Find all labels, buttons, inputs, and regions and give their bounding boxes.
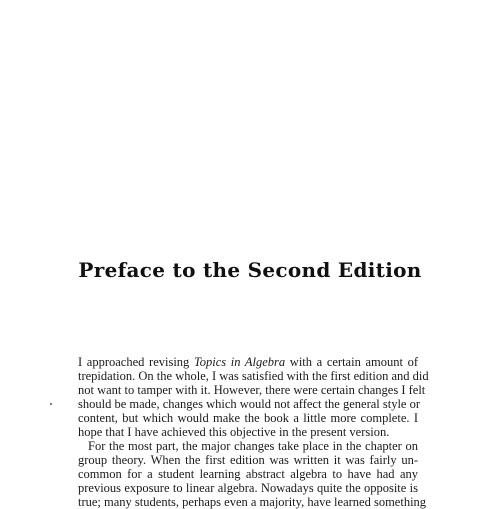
text-line: group theory. When the first edition was written it was fairly un- xyxy=(78,453,418,467)
text-segment: with a certain amount of xyxy=(285,355,418,369)
ink-speck xyxy=(50,403,52,405)
text-line: content, but which would make the book a little more complete. I xyxy=(78,411,418,425)
text-line: true; many students, perhaps even a majority, have learned something xyxy=(78,495,427,509)
text-line: For the most part, the major changes take place in the chapter on xyxy=(88,439,418,453)
text-line: not want to tamper with it. However, there were certain changes I felt xyxy=(78,383,426,397)
text-line: trepidation. On the whole, I was satisfied with the first edition and did xyxy=(78,369,429,383)
text-line: common for a student learning abstract algebra to have had any xyxy=(78,467,418,481)
text-segment: I approached revising xyxy=(78,355,194,369)
text-line: should be made, changes which would not affect the general style or xyxy=(78,397,421,411)
text-line: hope that I have achieved this objective in the present version. xyxy=(78,425,390,439)
book-title: Topics in Algebra xyxy=(193,355,286,369)
text-line xyxy=(78,355,418,369)
text-line: previous exposure to linear algebra. Nowadays quite the opposite is xyxy=(78,481,418,495)
page-title: Preface to the Second Edition xyxy=(78,258,422,282)
